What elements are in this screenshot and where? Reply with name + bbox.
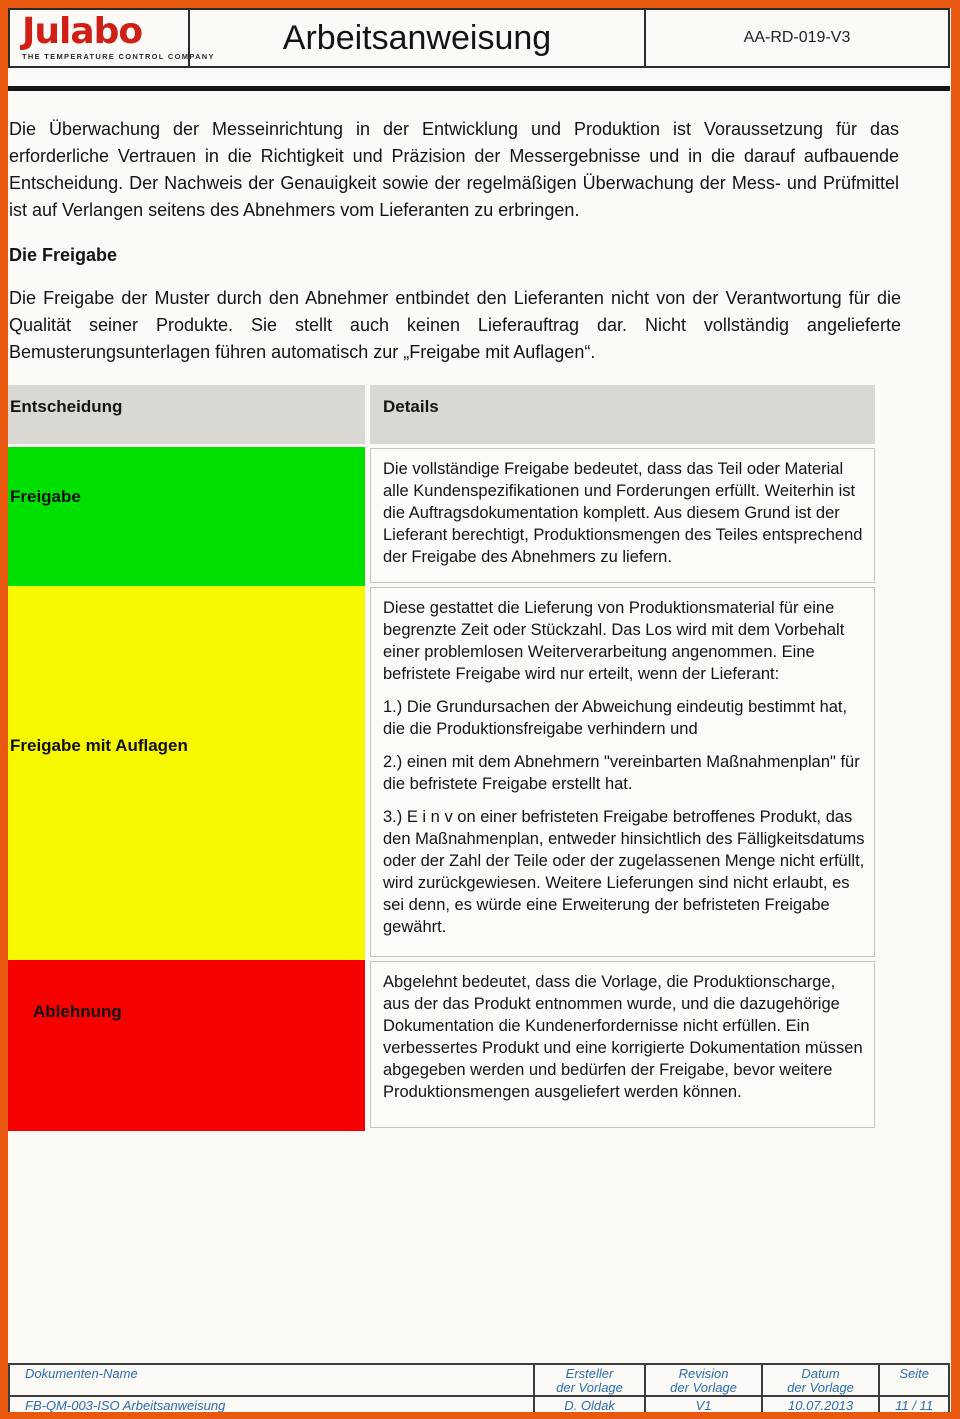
footer-value-datum: 10.07.2013: [761, 1397, 879, 1412]
document-code: AA-RD-019-V3: [743, 29, 851, 46]
footer-header-seite: [878, 1365, 948, 1397]
details-paragraph: Diese gestattet die Lieferung von Produktionsmaterial für eine begrenzte Zeit oder Stückzahl. Das Los wird mit dem Vorbehalt einer problemlosen Weiterverarbeitung angenommen. Eine befristete Freigabe wird nur erteilt, wenn der Lieferant:: [383, 599, 845, 683]
details-list-item-1: 1.) Die Grundursachen der Abweichung eindeutig bestimmt hat, die die Produktionsfreigabe verhindern und: [383, 698, 848, 738]
details-list-item-2: 2.) einen mit dem Abnehmern "vereinbarten Maßnahmenplan" für die befristete Freigabe erstellt hat.: [383, 753, 860, 793]
document-title: Arbeitsanweisung: [190, 10, 646, 66]
julabo-logo: [10, 10, 215, 66]
footer-value-ersteller: D. Oldak: [533, 1397, 645, 1412]
footer-header-line: Ersteller: [565, 1366, 614, 1381]
details-list-item-3: 3.) E i n v on einer befristeten Freigabe betroffenes Produkt, das den Maßnahmenplan, entweder hinsichtlich des Fälligkeitsdatums oder der Zahl der Teile oder der zugelassenen Menge nicht erfüllt, wird zurückgewiesen. Weitere Lieferungen sind nicht erlaubt, es sei denn, es würde eine Erweiterung der befristeten Freigabe gewährt.: [383, 808, 865, 936]
footer-value-seite: 11 / 11: [878, 1397, 948, 1412]
details-paragraph: Die vollständige Freigabe bedeutet, dass das Teil oder Material alle Kundenspezifikationen und Forderungen erfüllt. Weiterhin ist die Auftragsdokumentation komplett. Aus diesem Grund ist der Lieferant berechtigt, Produktionsmengen des Teiles entsprechend der Freigabe des Abnehmers zu liefern.: [383, 460, 863, 566]
footer-header-line: der Vorlage: [787, 1380, 854, 1395]
details-cell-ablehnung: [370, 961, 875, 1128]
footer-header-line: Dokumenten-Name: [25, 1366, 138, 1381]
footer-header-datum: [761, 1365, 879, 1397]
column-header-details: Details: [370, 385, 875, 444]
footer-header-line: Seite: [899, 1366, 929, 1381]
details-paragraph: Abgelehnt bedeutet, dass die Vorlage, die Produktionscharge, aus der das Produkt entnommen wurde, und die dazugehörige Dokumentation die Kundenerfordernisse nicht erfüllen. Ein verbessertes Produkt und eine korrigierte Dokumentation müssen abgegeben werden und bedürfen der Freigabe, bevor weitere Produktionsmengen ausgeliefert werden können.: [383, 973, 863, 1101]
logo-brand-text: Julabo: [22, 11, 143, 52]
footer-value-document-name: FB-QM-003-ISO Arbeitsanweisung: [25, 1398, 226, 1412]
intro-paragraph-1: Die Überwachung der Messeinrichtung in der Entwicklung und Produktion ist Voraussetzung für das erforderliche Vertrauen in die Richtigkeit und Präzision der Messergebnisse und in die darauf aufbauende Entscheidung. Der Nachweis der Genauigkeit sowie der regelmäßigen Überwachung der Mess- und Prüfmittel ist auf Verlangen seitens des Abnehmers vom Lieferanten zu erbringen.: [9, 119, 899, 220]
footer-header-ersteller: [533, 1365, 645, 1397]
footer-header-line: Datum: [801, 1366, 840, 1381]
logo-tagline: THE TEMPERATURE CONTROL COMPANY: [22, 52, 215, 61]
document-header: [8, 8, 950, 68]
page-content-area: [8, 8, 951, 1412]
decision-cell-freigabe: Freigabe: [8, 447, 365, 586]
footer-header-line: Revision: [678, 1366, 729, 1381]
footer-value-revision: V1: [644, 1397, 761, 1412]
divider-rule: [8, 86, 950, 91]
details-cell-freigabe: [370, 448, 875, 583]
decision-cell-ablehnung: Ablehnung: [8, 960, 365, 1131]
decision-cell-freigabe-mit-auflagen: Freigabe mit Auflagen: [8, 586, 365, 960]
footer-header-dokumenten-name: [10, 1365, 533, 1397]
footer-header-line: der Vorlage: [556, 1380, 623, 1395]
footer-header-line: der Vorlage: [670, 1380, 737, 1395]
decision-table: [8, 385, 875, 1131]
details-cell-freigabe-mit-auflagen: [370, 587, 875, 957]
section-heading-freigabe: Die Freigabe: [9, 245, 118, 265]
intro-paragraph-2: Die Freigabe der Muster durch den Abnehmer entbindet den Lieferanten nicht von der Verantwortung für die Qualität seiner Produkte. Sie stellt auch keinen Lieferauftrag dar. Nicht vollständig angelieferte Bemusterungsunterlagen führen automatisch zur „Freigabe mit Auflagen“.: [9, 288, 901, 362]
footer-table: [8, 1363, 950, 1412]
column-header-entscheidung: Entscheidung: [8, 385, 365, 444]
footer-header-revision: [644, 1365, 761, 1397]
